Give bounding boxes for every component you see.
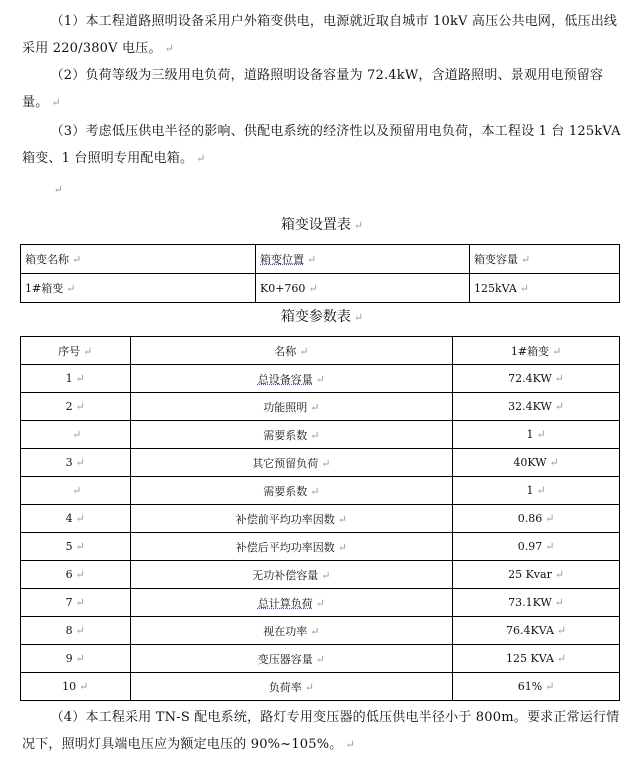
- table-cell: 7 ↵: [21, 589, 131, 617]
- table-cell: 32.4KW ↵: [453, 393, 620, 421]
- table-header-row: [21, 337, 620, 365]
- table-cell: 6 ↵: [21, 561, 131, 589]
- paragraph-4-text: （4）本工程采用 TN-S 配电系统，路灯专用变压器的低压供电半径小于 800m。要求正常运行情况下，照明灯具端电压应为额定电压的 90%~105%。: [22, 710, 620, 752]
- table-cell: 需要系数 ↵: [130, 477, 453, 505]
- table-row: [21, 505, 620, 533]
- table-cell: 总计算负荷 ↵: [130, 589, 453, 617]
- table-cell: 视在功率 ↵: [130, 617, 453, 645]
- table-cell: 76.4KVA ↵: [453, 617, 620, 645]
- table-cell: 补偿前平均功率因数 ↵: [130, 505, 453, 533]
- table2-caption: [0, 306, 644, 326]
- table1-caption: [0, 214, 644, 234]
- table-header-cell: 序号 ↵: [21, 337, 131, 365]
- table-cell: 4 ↵: [21, 505, 131, 533]
- table-header-cell: 箱变位置 ↵: [256, 245, 470, 274]
- table1-caption-text: 箱变设置表: [280, 217, 351, 233]
- return-mark-icon: ↵: [353, 311, 364, 324]
- table2-caption-text: 箱变参数表: [280, 309, 351, 325]
- table-header-cell: 1#箱变 ↵: [453, 337, 620, 365]
- table-cell: 3 ↵: [21, 449, 131, 477]
- table-row: [21, 365, 620, 393]
- table-cell: 0.97 ↵: [453, 533, 620, 561]
- table-row: [21, 617, 620, 645]
- table-row: [21, 421, 620, 449]
- table-cell: 61% ↵: [453, 673, 620, 701]
- table-cell: 8 ↵: [21, 617, 131, 645]
- table-cell: ↵: [21, 477, 131, 505]
- table-cell: 40KW ↵: [453, 449, 620, 477]
- table-cell: 10 ↵: [21, 673, 131, 701]
- table-cell: 73.1KW ↵: [453, 589, 620, 617]
- table-cell: 功能照明 ↵: [130, 393, 453, 421]
- box-substation-parameter-table: [20, 336, 620, 701]
- return-mark-icon: ↵: [53, 183, 64, 196]
- table-cell: 125kVA ↵: [470, 274, 620, 303]
- table-cell: 负荷率 ↵: [130, 673, 453, 701]
- paragraph-2: [22, 62, 622, 116]
- paragraph-3-text: （3）考虑低压供电半径的影响、供配电系统的经济性以及预留用电负荷，本工程设 1 台 125kVA 箱变、1 台照明专用配电箱。: [22, 124, 621, 166]
- table-row: [21, 477, 620, 505]
- return-mark-icon: ↵: [164, 42, 175, 55]
- table-row: [21, 393, 620, 421]
- table-cell: 需要系数 ↵: [130, 421, 453, 449]
- table-cell: 5 ↵: [21, 533, 131, 561]
- table-cell: 补偿后平均功率因数 ↵: [130, 533, 453, 561]
- paragraph-2-text: （2）负荷等级为三级用电负荷，道路照明设备容量为 72.4kW，含道路照明、景观用电预留容量。: [22, 68, 604, 110]
- table-cell: 总设备容量 ↵: [130, 365, 453, 393]
- table-row: [21, 449, 620, 477]
- table-cell: 2 ↵: [21, 393, 131, 421]
- table-cell: 25 Kvar ↵: [453, 561, 620, 589]
- return-mark-icon: ↵: [196, 152, 206, 165]
- table-header-cell: 箱变名称 ↵: [21, 245, 256, 274]
- table-cell: 其它预留负荷 ↵: [130, 449, 453, 477]
- paragraph-4: [22, 704, 622, 758]
- table-row: [21, 673, 620, 701]
- table-row: [21, 533, 620, 561]
- table-cell: 125 KVA ↵: [453, 645, 620, 673]
- table-cell: 变压器容量 ↵: [130, 645, 453, 673]
- paragraph-3: [22, 118, 622, 172]
- return-mark-icon: ↵: [345, 738, 355, 751]
- table-cell: 0.86 ↵: [453, 505, 620, 533]
- table-row: [21, 561, 620, 589]
- paragraph-1: [22, 8, 622, 62]
- table-cell: ↵: [21, 421, 131, 449]
- table-cell: 72.4KW ↵: [453, 365, 620, 393]
- return-mark-icon: ↵: [353, 219, 364, 232]
- table-header-cell: 箱变容量 ↵: [470, 245, 620, 274]
- table-cell: 1 ↵: [453, 421, 620, 449]
- table-row: [21, 645, 620, 673]
- return-mark-icon: ↵: [51, 96, 61, 109]
- table-header-row: [21, 245, 620, 274]
- paragraph-1-text: （1）本工程道路照明设备采用户外箱变供电，电源就近取自城市 10kV 高压公共电网，低压出线采用 220/380V 电压。: [22, 14, 618, 56]
- table-cell: 无功补偿容量 ↵: [130, 561, 453, 589]
- table-cell: 1 ↵: [21, 365, 131, 393]
- table-cell: 1 ↵: [453, 477, 620, 505]
- empty-paragraph: [22, 176, 622, 203]
- table-cell: K0+760 ↵: [256, 274, 470, 303]
- table-cell: 9 ↵: [21, 645, 131, 673]
- table-cell: 1#箱变 ↵: [21, 274, 256, 303]
- table-row: [21, 274, 620, 303]
- table-row: [21, 589, 620, 617]
- table-header-cell: 名称 ↵: [130, 337, 453, 365]
- box-substation-setup-table: [20, 244, 620, 303]
